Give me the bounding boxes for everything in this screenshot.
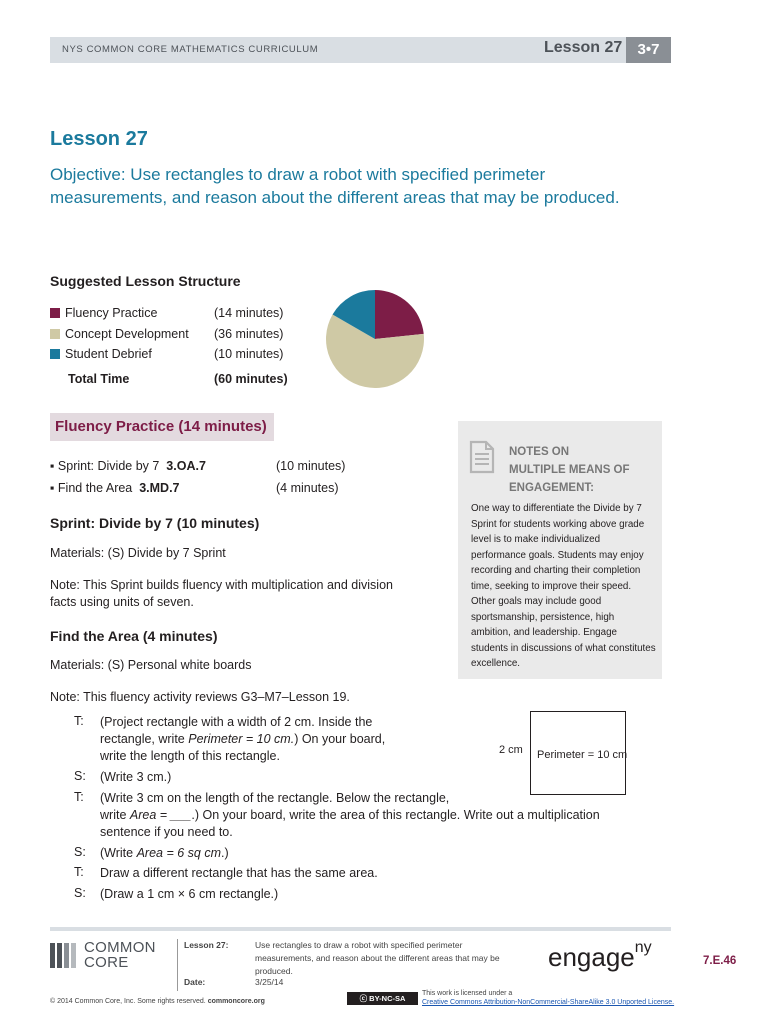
engageny-logo: engage$^{ny}$ [548,939,652,972]
page-title: Lesson 27 [50,128,148,150]
rectangle-width-label: 2 cm [499,744,523,756]
dialogue-text: Draw a different rectangle that has the same area. [100,866,378,880]
footer-lesson-label: Lesson 27: [184,940,229,950]
license-link[interactable]: Creative Commons Attribution-NonCommercial-ShareAlike 3.0 Unported License. [422,999,675,1006]
sprint-materials: Materials: (S) Divide by 7 Sprint [50,546,226,560]
common-core-logo-text: COMMON CORE [84,939,156,971]
debrief-swatch [50,349,60,359]
area-heading: Find the Area (4 minutes) [50,628,218,644]
structure-row-debrief [50,347,152,361]
header-lesson: Lesson 27 [544,39,623,56]
notes-title: NOTES ON MULTIPLE MEANS OF ENGAGEMENT: [509,446,630,494]
structure-time: (10 minutes) [214,347,284,361]
footer-rule [50,927,671,931]
dialogue-text: (Write Area = 6 sq cm.) [100,846,229,860]
speaker-label: S: [74,769,86,783]
footer-lesson-text: Use rectangles to draw a robot with specified perimeter measurements, and reason about the different areas that may be produced. [255,940,500,976]
structure-heading: Suggested Lesson Structure [50,273,241,289]
cc-license-badge: ⓒ BY-NC-SA [347,992,418,1005]
common-core-logo-icon [50,943,80,968]
structure-time: (36 minutes) [214,327,284,341]
dialogue-text: (Draw a 1 cm × 6 cm rectangle.) [100,887,279,901]
objective: Objective: Use rectangles to draw a robot with specified perimeter measurements, and reason about the different areas that may be produced. [50,165,620,207]
concept-swatch [50,329,60,339]
sprint-note-line1: Note: This Sprint builds fluency with multiplication and division [50,578,393,592]
speaker-label: S: [74,886,86,900]
fluency-item: ▪ Sprint: Divide by 7 3.OA.7 [50,459,206,473]
fluency-swatch [50,308,60,318]
fluency-item-time: (10 minutes) [276,459,346,473]
sprint-heading: Sprint: Divide by 7 (10 minutes) [50,515,260,531]
total-time-label: Total Time [68,372,130,386]
area-note: Note: This fluency activity reviews G3–M7–Lesson 19. [50,690,350,704]
fluency-item-time: (4 minutes) [276,481,339,495]
module-badge: 3•7 [626,37,671,63]
structure-label: Student Debrief [65,347,152,361]
copyright: © 2014 Common Core, Inc. Some rights reserved. commoncore.org [50,998,265,1005]
structure-label: Concept Development [65,327,189,341]
notes-body: One way to differentiate the Divide by 7 Sprint for students working above grade level is to make individualized performance goals. Students may enjoy recording and charting their completion time, seeking to improve their speed. Other goals may include good sportsmanship, persistence, high ambition, and leadership. Engage students in discussions of what constitutes excellence. [471,503,656,669]
total-time-value: (60 minutes) [214,372,288,386]
footer-date: 3/25/14 [255,977,284,987]
document-icon [469,440,495,474]
pie-slice-fluency [375,290,424,339]
structure-row-concept [50,327,189,341]
license-text: This work is licensed under a [422,990,513,997]
structure-label: Fluency Practice [65,306,158,320]
fluency-banner-label: Fluency Practice (14 minutes) [55,418,267,435]
speaker-label: T: [74,790,84,804]
footer-date-label: Date: [184,977,206,987]
curriculum-title: NYS COMMON CORE MATHEMATICS CURRICULUM [62,44,319,55]
structure-time: (14 minutes) [214,306,284,320]
speaker-label: T: [74,714,84,728]
lesson-pie-chart [325,288,425,390]
page-number: 7.E.46 [703,955,737,967]
dialogue-text: (Project rectangle with a width of 2 cm. Inside the rectangle, write Perimeter = 10 cm.) On your board, write the length of this rectangle. [100,715,386,763]
area-materials: Materials: (S) Personal white boards [50,658,252,672]
structure-row-fluency [50,306,157,320]
fluency-item: ▪ Find the Area 3.MD.7 [50,481,180,495]
fluency-banner [50,413,274,441]
footer-divider [177,939,178,991]
dialogue-text: (Write 3 cm.) [100,770,172,784]
speaker-label: T: [74,865,84,879]
dialogue-text: (Write 3 cm on the length of the rectangle. Below the rectangle, write Area = ___.) On your board, write the area of this rectangle. Write out a multiplication sentence if you need to. [100,791,600,839]
speaker-label: S: [74,845,86,859]
rectangle-perimeter-label: Perimeter = 10 cm [537,749,628,761]
sprint-note-line2: facts using units of seven. [50,595,194,609]
